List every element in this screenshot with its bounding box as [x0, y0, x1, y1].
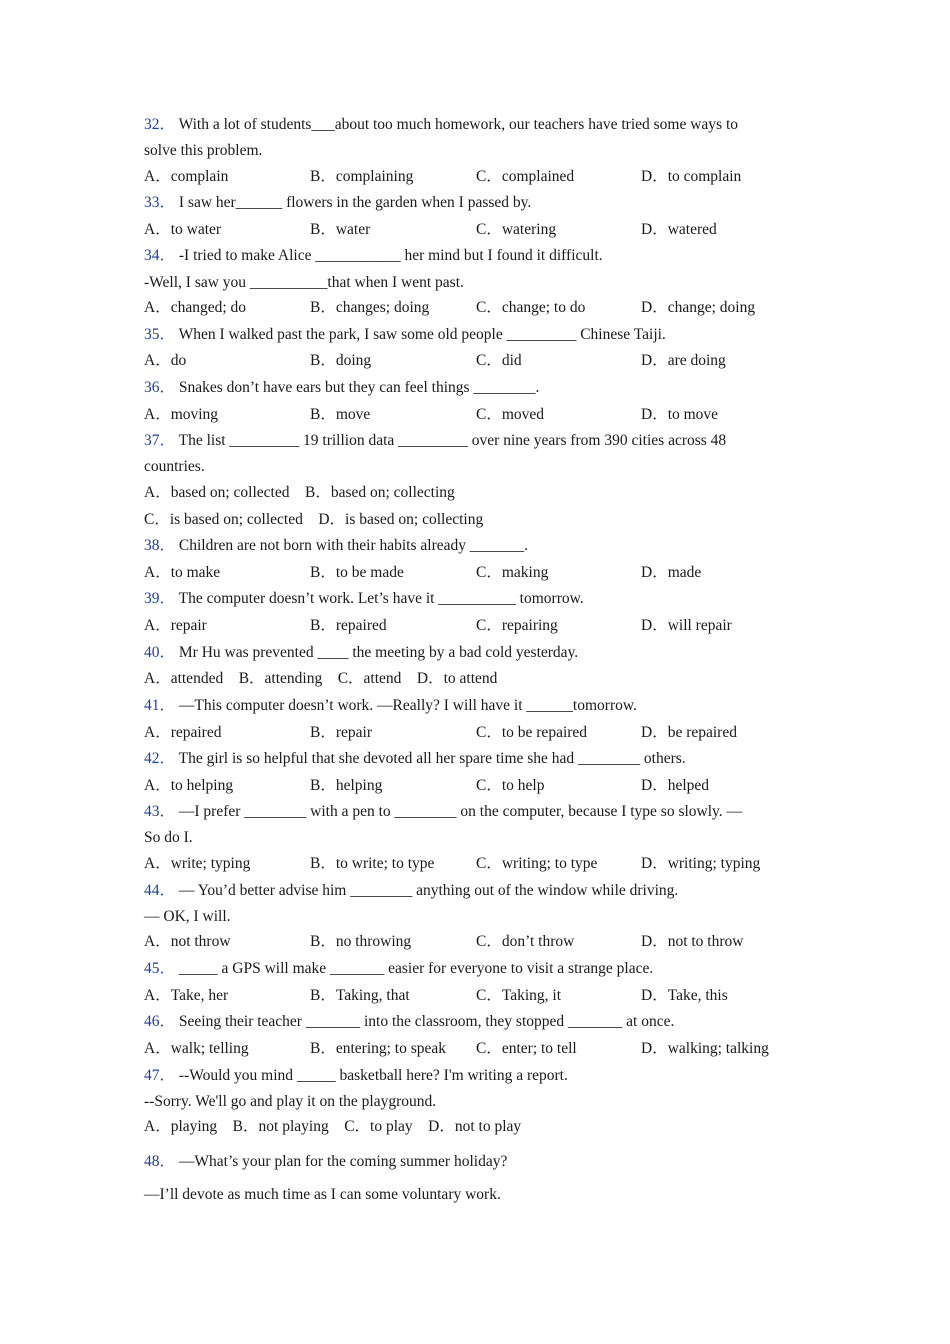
question-number: 41．: [144, 697, 176, 714]
option-c: C．moved: [476, 406, 545, 423]
option-d: D．to move: [641, 406, 719, 423]
question-continuation: — OK, I will.: [144, 908, 231, 925]
question-number: 35．: [144, 326, 176, 343]
question-text: The list _________ 19 trillion data _________ over nine years from 390 cities across 48: [175, 432, 727, 449]
question-37: [144, 430, 800, 452]
option-c: C．watering: [476, 221, 557, 238]
option-d: D．be repaired: [641, 724, 737, 741]
option-b: B．repaired: [310, 617, 387, 634]
option-a: A．do: [144, 352, 187, 369]
option-d: D．not to throw: [641, 933, 744, 950]
option-a: A．walk; telling: [144, 1040, 249, 1057]
question-42: [144, 748, 800, 770]
option-b: B．to be made: [310, 564, 404, 581]
question-number: 36．: [144, 379, 176, 396]
question-text: The computer doesn’t work. Let’s have it __________ tomorrow.: [175, 590, 584, 607]
question-number: 37．: [144, 432, 176, 449]
option-a: A．to make: [144, 564, 221, 581]
question-text: —This computer doesn’t work. —Really? I will have it ______tomorrow.: [175, 697, 637, 714]
option-a: A．changed; do: [144, 299, 247, 316]
question-text: The girl is so helpful that she devoted all her spare time she had ________ others.: [175, 750, 686, 767]
option-d: D．watered: [641, 221, 717, 238]
option-b: B．changes; doing: [310, 299, 430, 316]
option-c: C．repairing: [476, 617, 558, 634]
options-row: [144, 1038, 800, 1060]
options-row: [144, 350, 800, 372]
question-continuation: So do I.: [144, 829, 193, 846]
options-row: [144, 722, 800, 744]
question-continuation: --Sorry. We'll go and play it on the playground.: [144, 1093, 437, 1110]
question-41: [144, 695, 800, 717]
question-35: [144, 324, 800, 346]
option-d: D．change; doing: [641, 299, 756, 316]
question-number: 33．: [144, 194, 176, 211]
option-b: B．Taking, that: [310, 987, 410, 1004]
question-number: 46．: [144, 1013, 176, 1030]
question-text: Snakes don’t have ears but they can feel things ________.: [175, 379, 540, 396]
option-d: D．writing; typing: [641, 855, 761, 872]
question-number: 34．: [144, 247, 176, 264]
question-text: When I walked past the park, I saw some old people _________ Chinese Taiji.: [175, 326, 666, 343]
question-45: [144, 958, 800, 980]
question-text: —I prefer ________ with a pen to ________ on the computer, because I type so slowly. —: [175, 803, 743, 820]
question-text: With a lot of students___about too much homework, our teachers have tried some ways to: [175, 116, 739, 133]
question-number: 40．: [144, 644, 176, 661]
question-number: 38．: [144, 537, 176, 554]
question-continuation: —I’ll devote as much time as I can some voluntary work.: [144, 1186, 501, 1203]
question-text: I saw her______ flowers in the garden when I passed by.: [175, 194, 532, 211]
question-text: —What’s your plan for the coming summer holiday?: [175, 1153, 508, 1170]
option-c: C．did: [476, 352, 522, 369]
option-c: C．change; to do: [476, 299, 586, 316]
question-text: — You’d better advise him ________ anything out of the window while driving.: [175, 882, 679, 899]
option-b: B．to write; to type: [310, 855, 435, 872]
question-number: 39．: [144, 590, 176, 607]
question-32: [144, 114, 800, 136]
question-number: 43．: [144, 803, 176, 820]
option-c: C．writing; to type: [476, 855, 598, 872]
option-d: D．made: [641, 564, 702, 581]
option-c: C．to help: [476, 777, 545, 794]
question-34: [144, 245, 800, 267]
option-a: A．Take, her: [144, 987, 229, 1004]
options-row: [144, 985, 800, 1007]
question-46: [144, 1011, 800, 1033]
options-row: [144, 775, 800, 797]
question-33: [144, 192, 800, 214]
question-44: [144, 880, 800, 902]
question-40: [144, 642, 800, 664]
question-text: Mr Hu was prevented ____ the meeting by a bad cold yesterday.: [175, 644, 579, 661]
option-b: B．repair: [310, 724, 372, 741]
option-c: C．Taking, it: [476, 987, 562, 1004]
options-row: [144, 297, 800, 319]
option-a: A．to helping: [144, 777, 234, 794]
question-continuation: -Well, I saw you __________that when I went past.: [144, 274, 464, 291]
option-b: B．helping: [310, 777, 383, 794]
option-a: A．moving: [144, 406, 219, 423]
option-b: B．complaining: [310, 168, 414, 185]
question-43: [144, 801, 800, 823]
question-47: [144, 1065, 800, 1087]
option-b: B．no throwing: [310, 933, 412, 950]
option-c: C．to be repaired: [476, 724, 588, 741]
question-text: Children are not born with their habits already _______.: [175, 537, 528, 554]
options-row: [144, 562, 800, 584]
option-c: C．enter; to tell: [476, 1040, 577, 1057]
options-row: [144, 931, 800, 953]
question-continuation: countries.: [144, 458, 205, 475]
question-38: [144, 535, 800, 557]
question-number: 48．: [144, 1153, 176, 1170]
option-a: A．repaired: [144, 724, 222, 741]
question-36: [144, 377, 800, 399]
question-number: 44．: [144, 882, 176, 899]
option-d: D．helped: [641, 777, 710, 794]
option-c: C．making: [476, 564, 549, 581]
option-b: B．water: [310, 221, 371, 238]
question-number: 45．: [144, 960, 176, 977]
question-48: [144, 1151, 800, 1173]
question-number: 32．: [144, 116, 176, 133]
option-b: B．entering; to speak: [310, 1040, 447, 1057]
option-c: C．don’t throw: [476, 933, 575, 950]
option-d: D．walking; talking: [641, 1040, 769, 1057]
question-text: --Would you mind _____ basketball here? I'm writing a report.: [175, 1067, 568, 1084]
option-c: C．complained: [476, 168, 575, 185]
options-row: [144, 404, 800, 426]
question-number: 42．: [144, 750, 176, 767]
option-d: D．are doing: [641, 352, 726, 369]
options-row: [144, 615, 800, 637]
question-text: -I tried to make Alice ___________ her mind but I found it difficult.: [175, 247, 603, 264]
option-a: A．complain: [144, 168, 229, 185]
options-row: [144, 166, 800, 188]
options-row: A．playing B．not playing C．to play D．not to play: [144, 1118, 522, 1135]
option-a: A．write; typing: [144, 855, 251, 872]
option-a: A．not throw: [144, 933, 231, 950]
option-b: B．move: [310, 406, 371, 423]
options-row: [144, 219, 800, 241]
option-d: D．to complain: [641, 168, 742, 185]
option-a: A．to water: [144, 221, 222, 238]
option-d: D．will repair: [641, 617, 732, 634]
option-a: A．repair: [144, 617, 207, 634]
options-row: [144, 853, 800, 875]
question-text: _____ a GPS will make _______ easier for everyone to visit a strange place.: [175, 960, 654, 977]
options-row: C．is based on; collected D．is based on; collecting: [144, 511, 484, 528]
option-d: D．Take, this: [641, 987, 728, 1004]
question-text: Seeing their teacher _______ into the classroom, they stopped _______ at once.: [175, 1013, 675, 1030]
options-row: A．attended B．attending C．attend D．to attend: [144, 670, 498, 687]
options-row: A．based on; collected B．based on; collecting: [144, 484, 455, 501]
question-39: [144, 588, 800, 610]
question-continuation: solve this problem.: [144, 142, 263, 159]
option-b: B．doing: [310, 352, 372, 369]
question-number: 47．: [144, 1067, 176, 1084]
